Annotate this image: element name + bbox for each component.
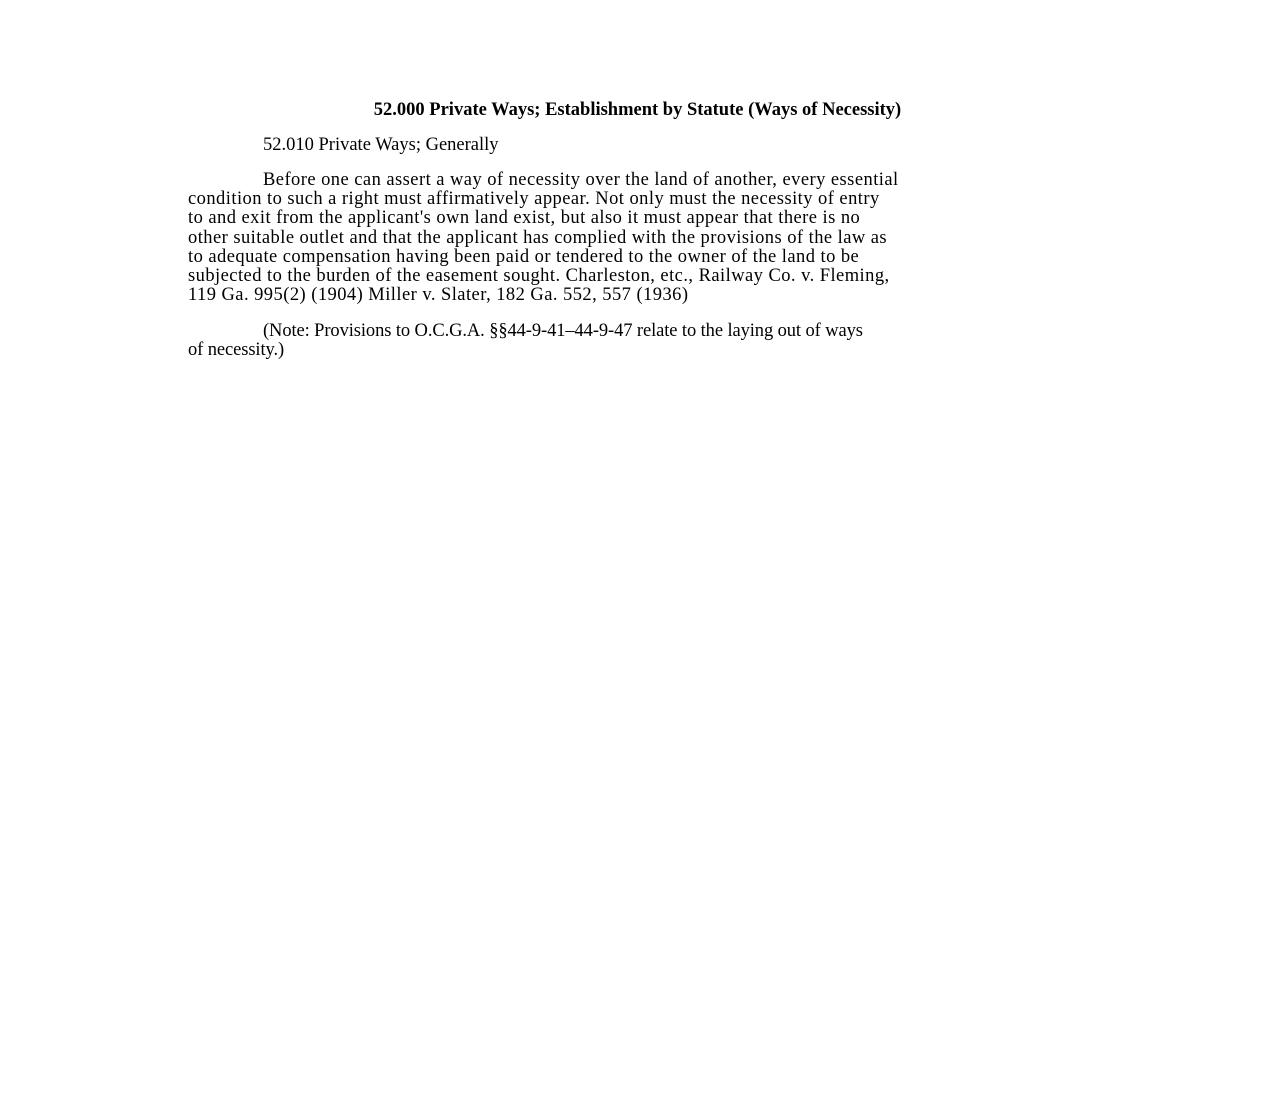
note-paragraph (188, 322, 1088, 360)
paragraph-line: to and exit from the applicant's own land exist, but also it must appear that there is no (188, 208, 861, 229)
paragraph-line: 119 Ga. 995(2) (1904) Miller v. Slater, 182 Ga. 552, 557 (1936) (188, 285, 689, 306)
paragraph-line: Before one can assert a way of necessity over the land of another, every essential (263, 170, 899, 190)
paragraph-line: (Note: Provisions to O.C.G.A. §§44-9-41–44-9-47 relate to the laying out of ways (263, 321, 863, 341)
paragraph-line: other suitable outlet and that the applicant has complied with the provisions of the law as (188, 227, 888, 248)
subsection-heading: 52.010 Private Ways; Generally (263, 135, 499, 155)
paragraph-line: to adequate compensation having been paid or tendered to the owner of the land to be (188, 246, 860, 267)
paragraph-line: subjected to the burden of the easement sought. Charleston, etc., Railway Co. v. Fleming, (188, 265, 890, 286)
section-heading: 52.000 Private Ways; Establishment by Statute (Ways of Necessity) (373, 100, 902, 120)
paragraph-line: condition to such a right must affirmatively appear. Not only must the necessity of entry (188, 189, 880, 210)
body-paragraph (188, 171, 1088, 305)
paragraph-line: of necessity.) (188, 340, 285, 361)
